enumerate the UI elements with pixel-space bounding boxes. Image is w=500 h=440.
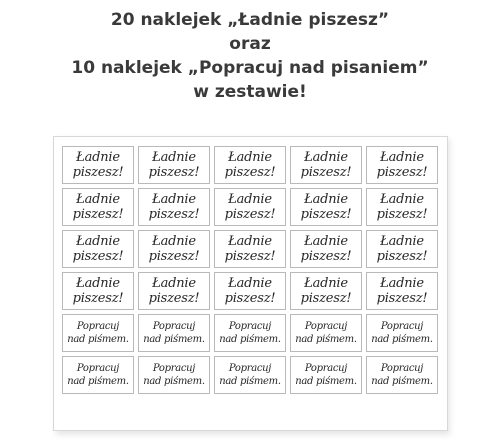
sticker-text-line-2: nad piśmem.: [295, 375, 357, 387]
sticker-popracuj: [366, 314, 438, 352]
sticker-text-line-1: Ładnie: [76, 234, 120, 249]
sticker-popracuj: [62, 356, 134, 394]
sticker-text-line-2: piszesz!: [224, 207, 276, 222]
sticker-ladnie-piszesz: [138, 230, 210, 268]
sticker-text-line-2: nad piśmem.: [67, 333, 129, 345]
sticker-text-line-2: piszesz!: [72, 207, 124, 222]
sticker-text-line-2: piszesz!: [376, 207, 428, 222]
sticker-text-line-2: piszesz!: [72, 291, 124, 306]
sticker-text-line-2: piszesz!: [300, 249, 352, 264]
sticker-text-line-2: piszesz!: [148, 249, 200, 264]
sticker-text-line-2: piszesz!: [376, 165, 428, 180]
sticker-ladnie-piszesz: [138, 188, 210, 226]
sticker-text-line-2: piszesz!: [148, 207, 200, 222]
sticker-popracuj: [62, 314, 134, 352]
heading-line-4: w zestawie!: [193, 82, 307, 102]
sticker-text-line-2: piszesz!: [148, 165, 200, 180]
sticker-text-line-1: Ładnie: [304, 234, 348, 249]
sticker-ladnie-piszesz: [138, 272, 210, 310]
sticker-text-line-2: piszesz!: [224, 165, 276, 180]
sticker-ladnie-piszesz: [62, 272, 134, 310]
sticker-text-line-2: piszesz!: [224, 249, 276, 264]
sticker-ladnie-piszesz: [62, 146, 134, 184]
sticker-text-line-2: piszesz!: [300, 207, 352, 222]
sticker-text-line-2: nad piśmem.: [371, 375, 433, 387]
sticker-popracuj: [214, 314, 286, 352]
sticker-text-line-1: Ładnie: [152, 276, 196, 291]
sticker-text-line-1: Popracuj: [228, 320, 272, 332]
sticker-grid: [62, 146, 438, 394]
sticker-text-line-1: Ładnie: [152, 192, 196, 207]
sticker-text-line-1: Popracuj: [304, 320, 348, 332]
sticker-text-line-1: Ładnie: [304, 192, 348, 207]
sticker-text-line-2: piszesz!: [72, 165, 124, 180]
sticker-text-line-1: Ładnie: [152, 234, 196, 249]
sticker-popracuj: [290, 356, 362, 394]
sticker-text-line-1: Ładnie: [380, 150, 424, 165]
sticker-ladnie-piszesz: [290, 230, 362, 268]
sticker-ladnie-piszesz: [366, 230, 438, 268]
sticker-popracuj: [290, 314, 362, 352]
sticker-text-line-1: Popracuj: [76, 362, 120, 374]
sticker-text-line-2: piszesz!: [376, 291, 428, 306]
sticker-sheet: [53, 136, 448, 431]
sticker-popracuj: [214, 356, 286, 394]
sticker-text-line-1: Popracuj: [152, 362, 196, 374]
sticker-text-line-1: Popracuj: [152, 320, 196, 332]
sticker-ladnie-piszesz: [138, 146, 210, 184]
heading-line-1: 20 naklejek „Ładnie piszesz”: [110, 10, 390, 30]
sticker-text-line-2: piszesz!: [224, 291, 276, 306]
sticker-text-line-1: Popracuj: [228, 362, 272, 374]
sticker-ladnie-piszesz: [214, 272, 286, 310]
sticker-text-line-1: Popracuj: [380, 362, 424, 374]
sticker-text-line-1: Popracuj: [380, 320, 424, 332]
sticker-text-line-2: piszesz!: [300, 291, 352, 306]
sticker-ladnie-piszesz: [366, 146, 438, 184]
sticker-text-line-2: nad piśmem.: [295, 333, 357, 345]
sticker-text-line-1: Ładnie: [304, 276, 348, 291]
sticker-text-line-1: Ładnie: [76, 192, 120, 207]
sticker-text-line-1: Ładnie: [76, 276, 120, 291]
sticker-ladnie-piszesz: [214, 146, 286, 184]
sticker-text-line-1: Ładnie: [380, 276, 424, 291]
sticker-ladnie-piszesz: [290, 272, 362, 310]
sticker-text-line-1: Ładnie: [228, 234, 272, 249]
sticker-popracuj: [138, 356, 210, 394]
sticker-text-line-1: Ładnie: [76, 150, 120, 165]
sticker-text-line-2: piszesz!: [148, 291, 200, 306]
sticker-text-line-1: Ładnie: [228, 150, 272, 165]
sticker-text-line-2: piszesz!: [72, 249, 124, 264]
sticker-text-line-2: nad piśmem.: [67, 375, 129, 387]
heading-line-3: 10 naklejek „Popracuj nad pisaniem”: [71, 58, 429, 78]
sticker-popracuj: [138, 314, 210, 352]
sticker-ladnie-piszesz: [62, 188, 134, 226]
heading: [0, 8, 500, 104]
sticker-text-line-2: nad piśmem.: [219, 375, 281, 387]
sticker-text-line-1: Ładnie: [152, 150, 196, 165]
sticker-ladnie-piszesz: [290, 146, 362, 184]
sticker-ladnie-piszesz: [214, 188, 286, 226]
sticker-ladnie-piszesz: [366, 272, 438, 310]
sticker-text-line-2: nad piśmem.: [371, 333, 433, 345]
sticker-text-line-1: Ładnie: [380, 192, 424, 207]
sticker-popracuj: [366, 356, 438, 394]
sticker-text-line-1: Ładnie: [228, 192, 272, 207]
sticker-text-line-2: piszesz!: [300, 165, 352, 180]
sticker-ladnie-piszesz: [62, 230, 134, 268]
heading-line-2: oraz: [229, 34, 271, 54]
sticker-text-line-1: Ładnie: [228, 276, 272, 291]
sticker-text-line-1: Ładnie: [380, 234, 424, 249]
sticker-text-line-2: piszesz!: [376, 249, 428, 264]
sticker-ladnie-piszesz: [366, 188, 438, 226]
sticker-text-line-2: nad piśmem.: [143, 375, 205, 387]
sticker-ladnie-piszesz: [214, 230, 286, 268]
sticker-text-line-1: Popracuj: [304, 362, 348, 374]
sticker-text-line-1: Popracuj: [76, 320, 120, 332]
sticker-text-line-2: nad piśmem.: [219, 333, 281, 345]
sticker-ladnie-piszesz: [290, 188, 362, 226]
sticker-text-line-1: Ładnie: [304, 150, 348, 165]
sticker-text-line-2: nad piśmem.: [143, 333, 205, 345]
